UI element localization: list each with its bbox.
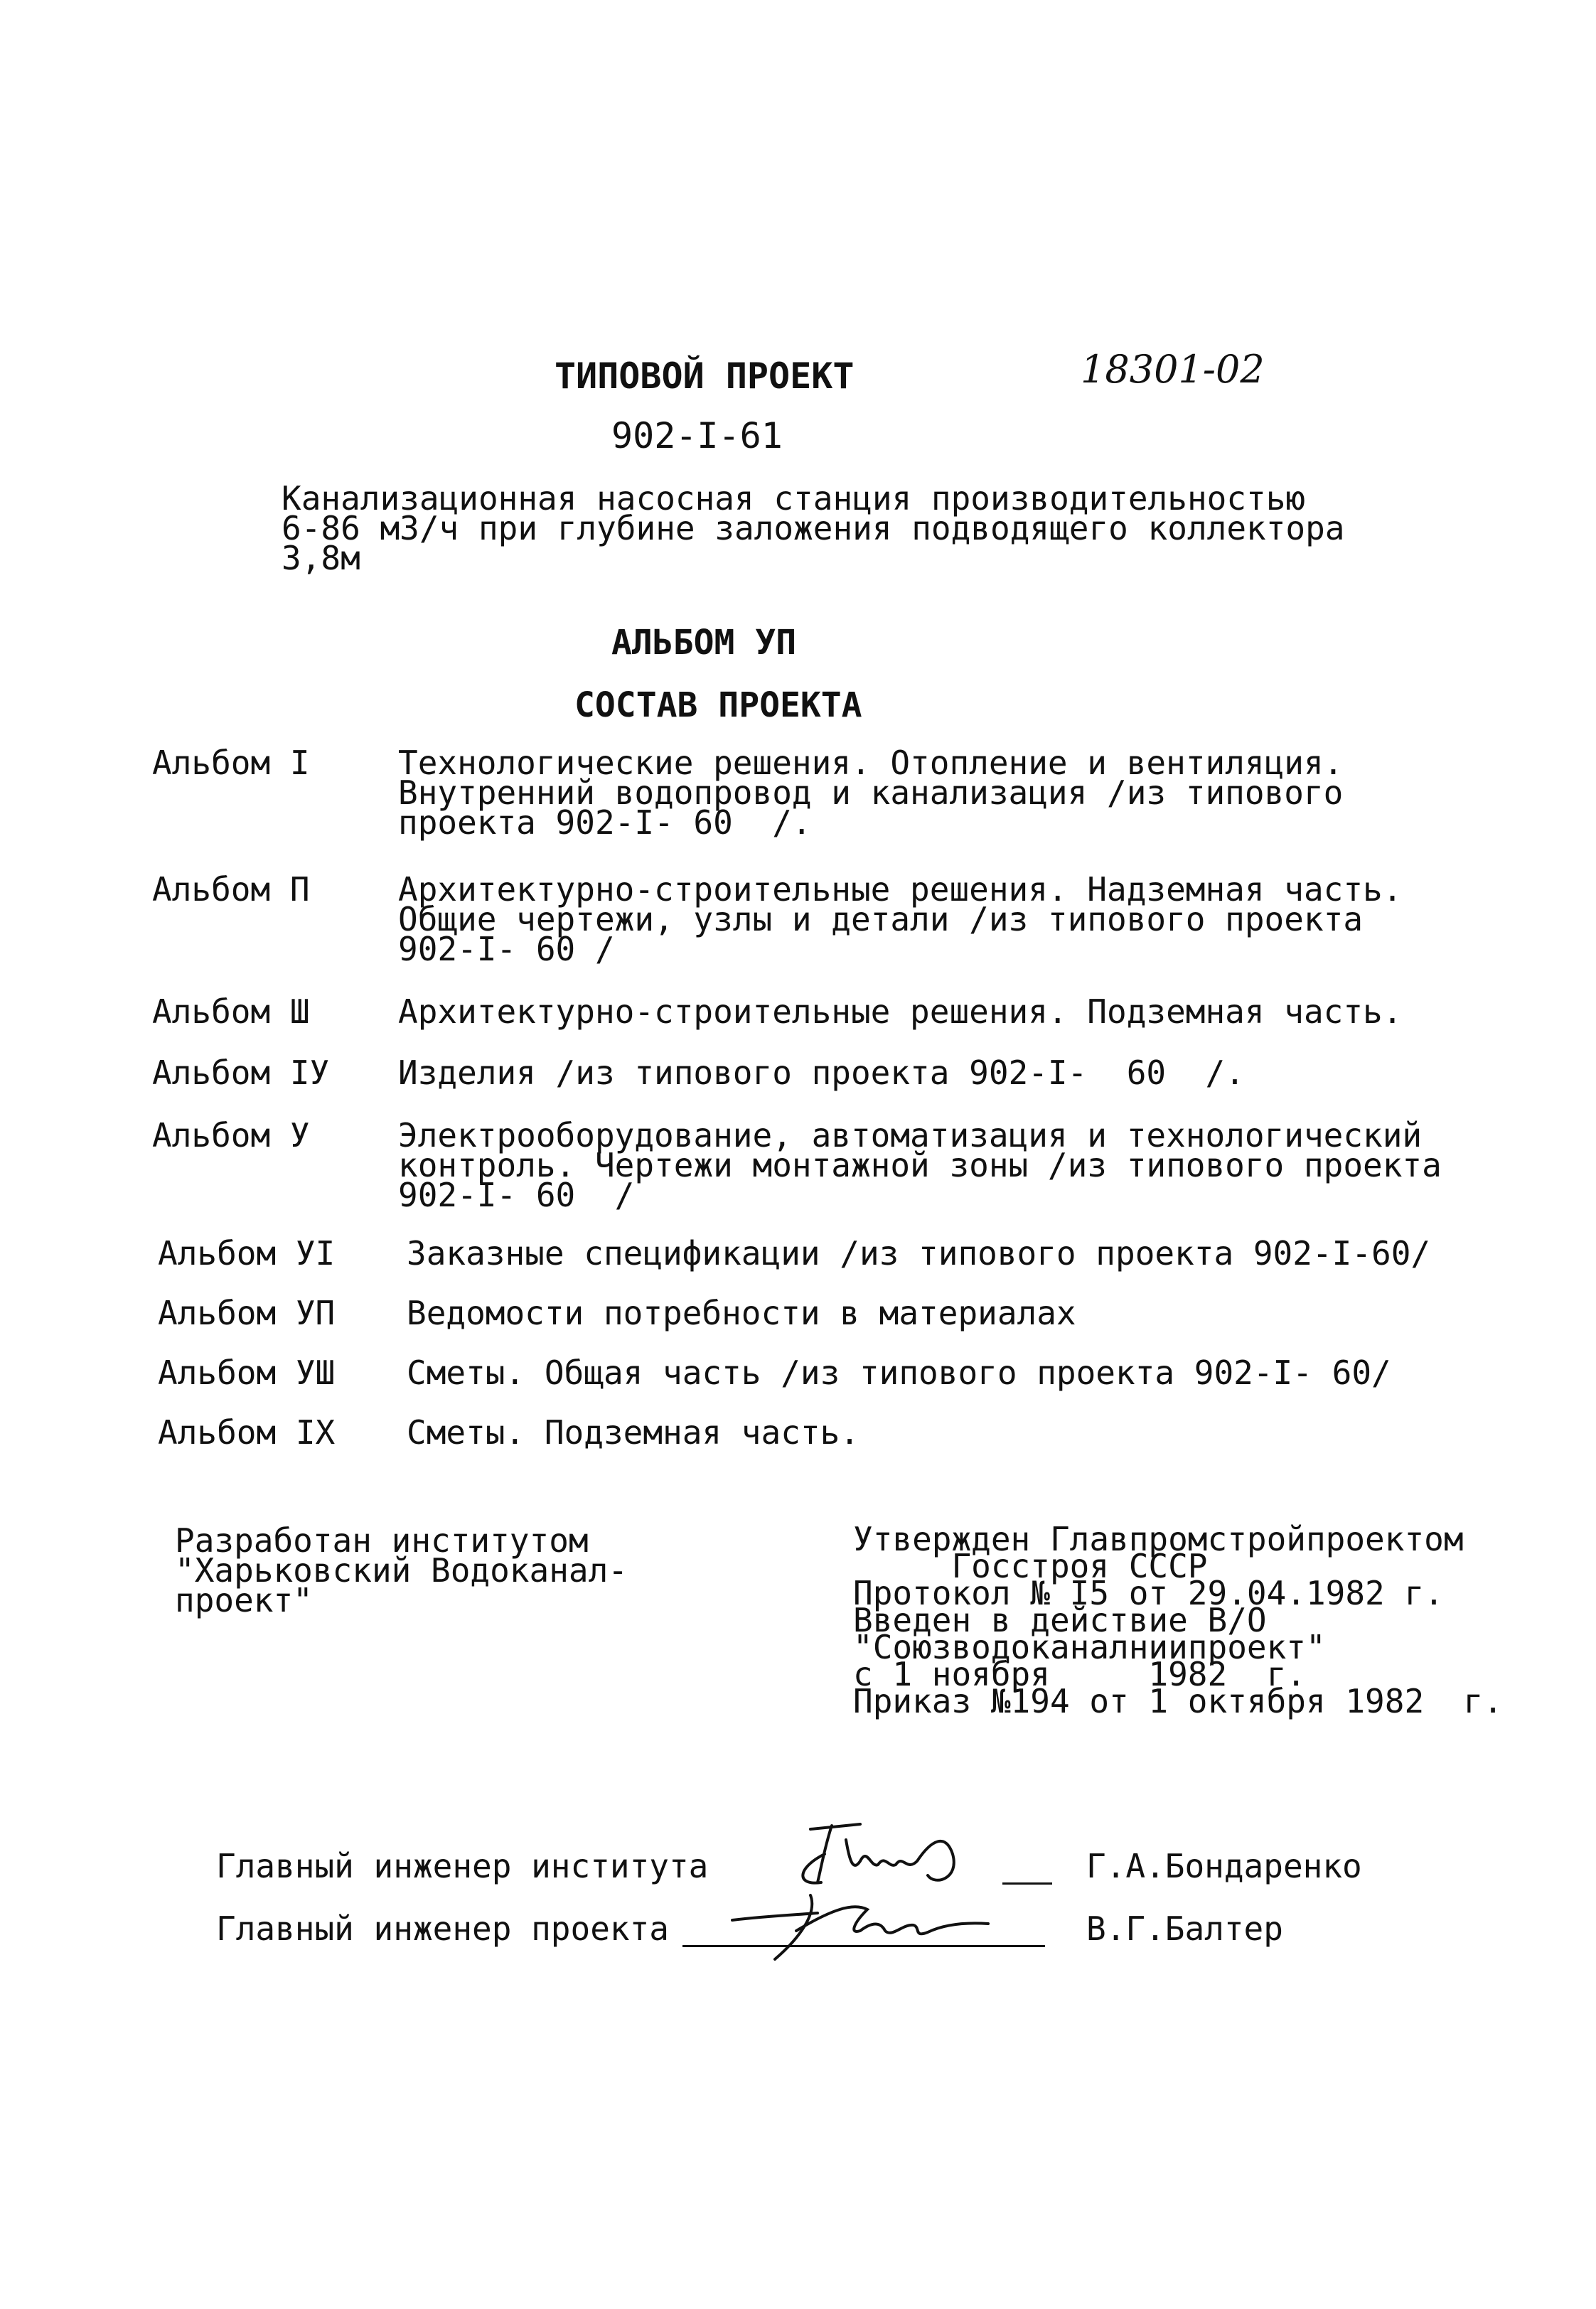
project-description: Канализационная насосная станция производительностью 6-86 м3/ч при глубине заложения подводящего коллектора 3,8м (282, 479, 1345, 577)
album-label: Альбом Ш (152, 992, 310, 1031)
album-label: Альбом УI (158, 1234, 336, 1273)
album-text: Электрооборудование, автоматизация и технологический контроль. Чертежи монтажной зоны /из типового проекта 902-I- 60 / (398, 1116, 1442, 1214)
signature-row (0, 1909, 1596, 1959)
album-label: Альбом У (152, 1116, 310, 1154)
signature-role: Главный инженер института (216, 1847, 709, 1885)
registration-number: 18301-02 (1081, 347, 1265, 392)
developer-block: Разработан институтом "Харьковский Водоканал- проект" (175, 1521, 628, 1619)
album-text: Архитектурно-строительные решения. Надземная часть. Общие чертежи, узлы и детали /из типового проекта 902-I- 60 / (398, 870, 1403, 968)
approval-block: Утвержден Главпромстройпроектом Госстроя СССР Протокол № I5 от 29.04.1982 г. Введен в действие В/О "Союзводоканалниипроект" с 1 ноября 1982 г. Приказ №194 от 1 октября 1982 г. (853, 1520, 1503, 1720)
signature-icon (732, 1881, 1031, 1973)
album-text: Архитектурно-строительные решения. Подземная часть. (398, 992, 1403, 1031)
signature-name: Г.А.Бондаренко (1086, 1847, 1362, 1885)
album-text: Ведомости потребности в материалах (407, 1294, 1076, 1332)
album-title: АЛЬБОМ УП (611, 623, 797, 663)
signature-name: В.Г.Балтер (1086, 1909, 1283, 1948)
album-label: Альбом I (152, 744, 310, 782)
album-text: Технологические решения. Отопление и вентиляция. Внутренний водопровод и канализация /из типового проекта 902-I- 60 /. (398, 744, 1344, 842)
album-text: Сметы. Подземная часть. (407, 1413, 859, 1452)
album-label: Альбом УШ (158, 1354, 336, 1392)
album-label: Альбом IX (158, 1413, 336, 1452)
album-label: Альбом П (152, 870, 310, 909)
album-text: Заказные спецификации /из типового проекта 902-I-60/ (407, 1234, 1431, 1273)
album-text: Сметы. Общая часть /из типового проекта 902-I- 60/ (407, 1354, 1391, 1392)
document-title: ТИПОВОЙ ПРОЕКТ (555, 355, 855, 397)
signature-role: Главный инженер проекта (216, 1909, 669, 1948)
album-text: Изделия /из типового проекта 902-I- 60 /. (398, 1054, 1245, 1092)
album-label: Альбом УП (158, 1294, 336, 1332)
composition-title: СОСТАВ ПРОЕКТА (574, 685, 862, 725)
album-label: Альбом IУ (152, 1054, 330, 1092)
project-number: 902-I-61 (611, 415, 783, 456)
